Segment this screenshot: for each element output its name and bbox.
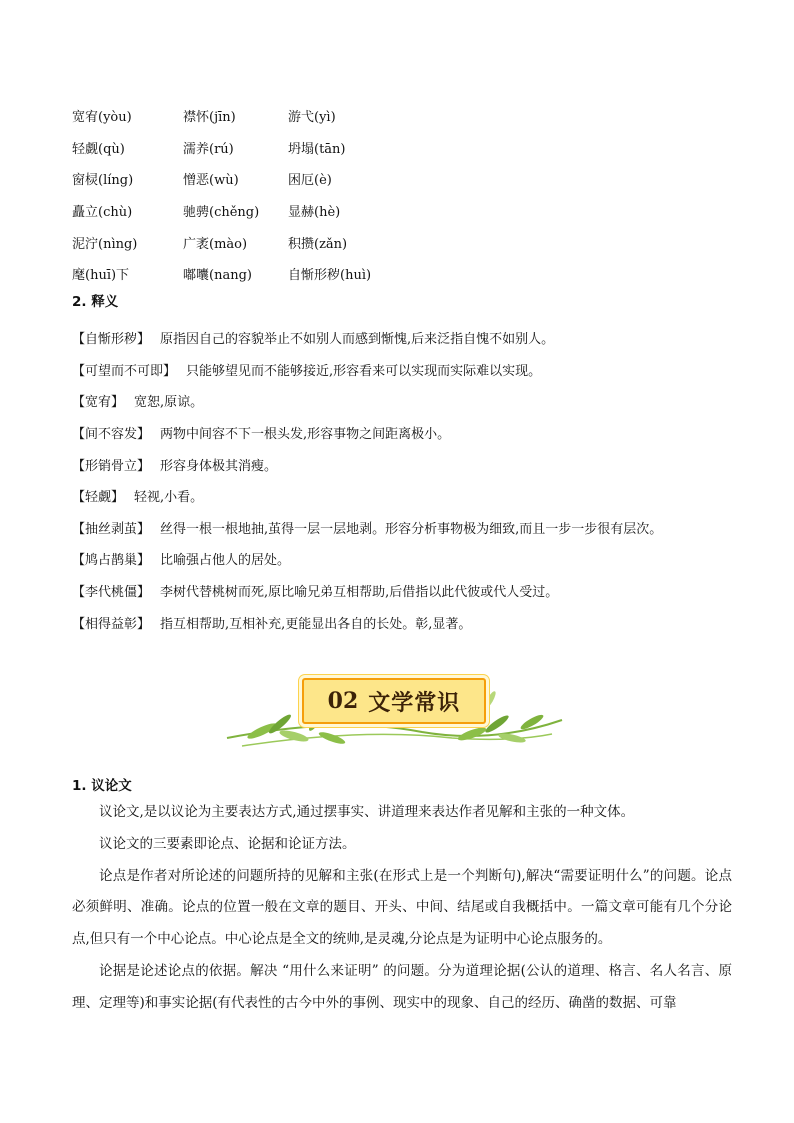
pinyin-word: 驰骋(chěng) [183, 205, 260, 221]
pinyin-row [72, 132, 632, 164]
pinyin-word: 积攒(zǎn) [288, 236, 348, 252]
pinyin-word: 广袤(mào) [183, 236, 248, 252]
pinyin-row [72, 226, 632, 258]
definition-text: 指互相帮助,互相补充,更能显出各自的长处。彰,显著。 [160, 616, 472, 632]
pinyin-row [72, 195, 632, 227]
banner-title-box [302, 678, 486, 724]
definition-term: 【抽丝剥茧】 [72, 521, 151, 537]
pinyin-word: 坍塌(tān) [288, 141, 346, 157]
definition-term: 【可望而不可即】 [72, 363, 177, 379]
definition-term: 【轻觑】 [72, 490, 125, 506]
pinyin-row [72, 258, 632, 290]
definition-item [72, 606, 752, 638]
pinyin-row [72, 100, 632, 132]
definition-item [72, 512, 752, 544]
pinyin-word: 轻觑(qù) [72, 141, 125, 157]
section-banner [222, 676, 566, 758]
pinyin-list [72, 100, 632, 290]
definition-text: 两物中间容不下一根头发,形容事物之间距离极小。 [160, 427, 451, 443]
definition-item [72, 543, 752, 575]
definition-item [72, 448, 752, 480]
paragraph: 议论文的三要素即论点、论据和论证方法。 [99, 835, 356, 852]
pinyin-word: 困厄(è) [288, 173, 332, 189]
section-title-definitions: 2. 释义 [72, 294, 119, 310]
definition-text: 形容身体极其消瘦。 [160, 458, 278, 474]
definition-item [72, 480, 752, 512]
pinyin-word: 矗立(chù) [72, 205, 133, 221]
paragraph: 论点是作者对所论述的问题所持的见解和主张(在形式上是一个判断句),解决“需要证明什么”的问题。论点必须鲜明、准确。论点的位置一般在文章的题目、开头、中间、结尾或自我概括中。一篇文章可能有几个分论点,但只有一个中心论点。中心论点是全文的统帅,是灵魂,分论点是为证明中心论点服务的。 [72, 867, 732, 948]
definition-term: 【自惭形秽】 [72, 332, 151, 348]
pinyin-word: 濡养(rú) [183, 141, 234, 157]
definition-item [72, 417, 752, 449]
definition-term: 【间不容发】 [72, 427, 151, 443]
definition-item [72, 322, 752, 354]
definition-text: 宽恕,原谅。 [134, 395, 204, 411]
pinyin-word: 麾(huī)下 [72, 268, 130, 284]
pinyin-row [72, 163, 632, 195]
pinyin-word: 宽宥(yòu) [72, 110, 132, 126]
pinyin-word: 嘟囔(nang) [183, 268, 252, 284]
definition-term: 【鸠占鹊巢】 [72, 553, 151, 569]
pinyin-word: 襟怀(jīn) [183, 110, 236, 126]
banner-title: 文学常识 [368, 689, 461, 716]
banner-number: 02 [327, 688, 359, 714]
definition-term: 【相得益彰】 [72, 616, 151, 632]
definition-text: 李树代替桃树而死,原比喻兄弟互相帮助,后借指以此代彼或代人受过。 [160, 585, 559, 601]
paragraph: 论据是论述论点的依据。解决 “用什么来证明” 的问题。分为道理论据(公认的道理、格言、名人名言、原理、定理等)和事实论据(有代表性的古今中外的事例、现实中的现象、自己的经历、确凿的数据、可靠 [72, 962, 732, 1011]
body-text [72, 797, 732, 1020]
pinyin-word: 泥泞(nìng) [72, 236, 138, 252]
definition-list [72, 322, 752, 638]
pinyin-word: 游弋(yì) [288, 110, 336, 126]
pinyin-word: 憎恶(wù) [183, 173, 239, 189]
definition-term: 【形销骨立】 [72, 458, 151, 474]
pinyin-word: 显赫(hè) [288, 205, 341, 221]
definition-text: 只能够望见而不能够接近,形容看来可以实现而实际难以实现。 [186, 363, 542, 379]
definition-item [72, 354, 752, 386]
definition-text: 轻视,小看。 [134, 490, 204, 506]
pinyin-word: 自惭形秽(huì) [288, 268, 372, 284]
definition-term: 【宽宥】 [72, 395, 125, 411]
definition-term: 【李代桃僵】 [72, 585, 151, 601]
paragraph: 议论文,是以议论为主要表达方式,通过摆事实、讲道理来表达作者见解和主张的一种文体。 [99, 804, 635, 820]
definition-text: 丝得一根一根地抽,茧得一层一层地剥。形容分析事物极为细致,而且一步一步很有层次。 [160, 521, 663, 537]
definition-item [72, 575, 752, 607]
definition-text: 原指因自己的容貌举止不如别人而感到惭愧,后来泛指自愧不如别人。 [160, 332, 555, 348]
definition-item [72, 385, 752, 417]
section-title-argumentative: 1. 议论文 [72, 778, 132, 794]
definition-text: 比喻强占他人的居处。 [160, 553, 291, 569]
pinyin-word: 窗棂(líng) [72, 173, 134, 189]
